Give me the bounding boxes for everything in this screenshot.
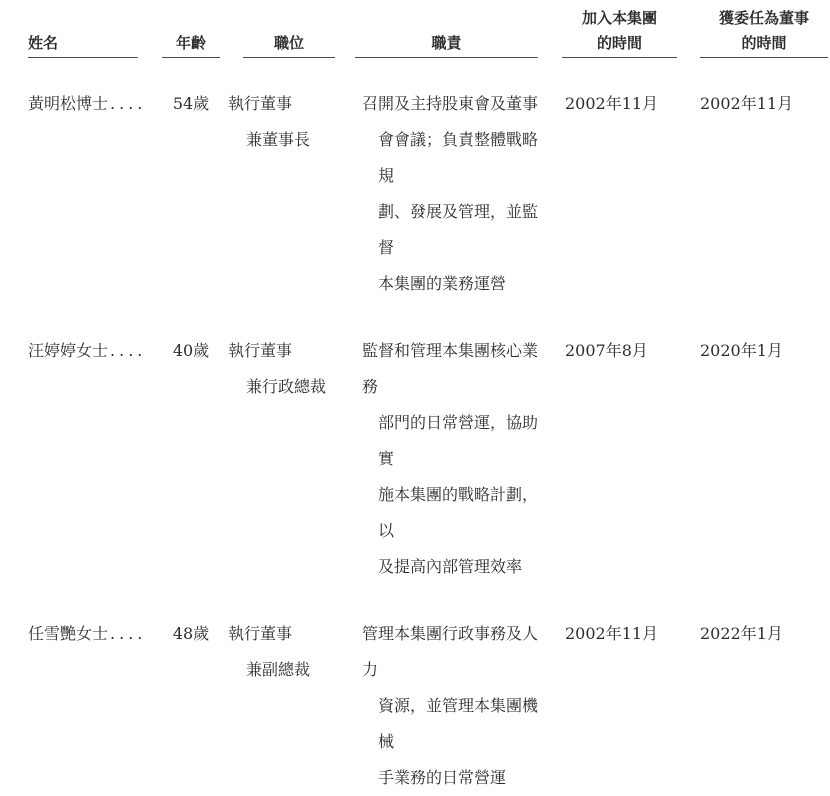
joined-date: 2002年11月 — [565, 624, 659, 643]
appointed-date: 2020年1月 — [700, 341, 783, 360]
column-header-duties-label: 職責 — [431, 34, 462, 52]
duties-line: 部門的日常營運，協助實 — [378, 413, 539, 468]
duties-line: 管理本集團行政事務及人力 — [362, 624, 539, 679]
table-row — [28, 616, 830, 796]
name-text: 汪婷婷女士 — [28, 341, 109, 360]
column-header-age — [162, 6, 220, 58]
age-text: 54歲 — [172, 94, 210, 113]
position-line: 執行董事 — [228, 341, 293, 360]
joined-date: 2002年11月 — [565, 94, 659, 113]
column-header-duties — [355, 6, 538, 58]
column-header-position — [243, 6, 335, 58]
director-name-cell — [28, 333, 147, 585]
position-line: 執行董事 — [228, 624, 293, 643]
column-header-joined-label-line2: 的時間 — [596, 34, 642, 52]
position-line: 兼行政總裁 — [246, 377, 327, 396]
duties-cell — [355, 86, 538, 302]
dot-leader: .... — [110, 94, 147, 113]
position-line: 兼副總裁 — [246, 660, 311, 679]
name-text: 黃明松博士 — [28, 94, 109, 113]
dot-leader: .... — [110, 624, 147, 643]
column-header-joined — [562, 6, 677, 58]
position-cell — [228, 616, 335, 796]
duties-line: 會會議；負責整體戰略規 — [378, 130, 539, 185]
position-line: 兼董事長 — [246, 130, 311, 149]
duties-line: 劃、發展及管理，並監督 — [378, 202, 539, 257]
column-header-age-label: 年齡 — [175, 34, 206, 52]
column-header-name — [28, 6, 138, 58]
column-header-appointed-label-line2: 的時間 — [741, 34, 787, 52]
duties-line: 本集團的業務運營 — [378, 274, 507, 293]
table-header — [28, 0, 830, 58]
position-cell — [228, 86, 335, 302]
duties-line: 監督和管理本集團核心業務 — [362, 341, 539, 396]
director-name-cell — [28, 86, 147, 302]
dot-leader: .... — [110, 341, 147, 360]
duties-line: 手業務的日常營運 — [378, 768, 507, 787]
column-header-joined-label-line1: 加入本集團 — [581, 9, 657, 27]
duties-line: 召開及主持股東會及董事 — [362, 94, 539, 113]
director-name-cell — [28, 616, 147, 796]
column-header-position-label: 職位 — [273, 34, 304, 52]
table-row — [28, 86, 830, 302]
age-text: 40歲 — [172, 341, 210, 360]
column-header-appointed — [700, 6, 828, 58]
duties-line: 及提高內部管理效率 — [378, 557, 523, 576]
position-cell — [228, 333, 335, 585]
joined-date: 2007年8月 — [565, 341, 648, 360]
appointed-date: 2002年11月 — [700, 94, 794, 113]
duties-cell — [355, 616, 538, 796]
column-header-appointed-label-line1: 獲委任為董事 — [718, 9, 809, 27]
column-header-name-label: 姓名 — [28, 34, 59, 52]
appointed-date: 2022年1月 — [700, 624, 783, 643]
duties-line: 施本集團的戰略計劃，以 — [378, 485, 539, 540]
table-row — [28, 333, 830, 585]
age-text: 48歲 — [172, 624, 210, 643]
name-text: 任雪艷女士 — [28, 624, 109, 643]
duties-cell — [355, 333, 538, 585]
position-line: 執行董事 — [228, 94, 293, 113]
duties-line: 資源，並管理本集團機械 — [378, 696, 539, 751]
